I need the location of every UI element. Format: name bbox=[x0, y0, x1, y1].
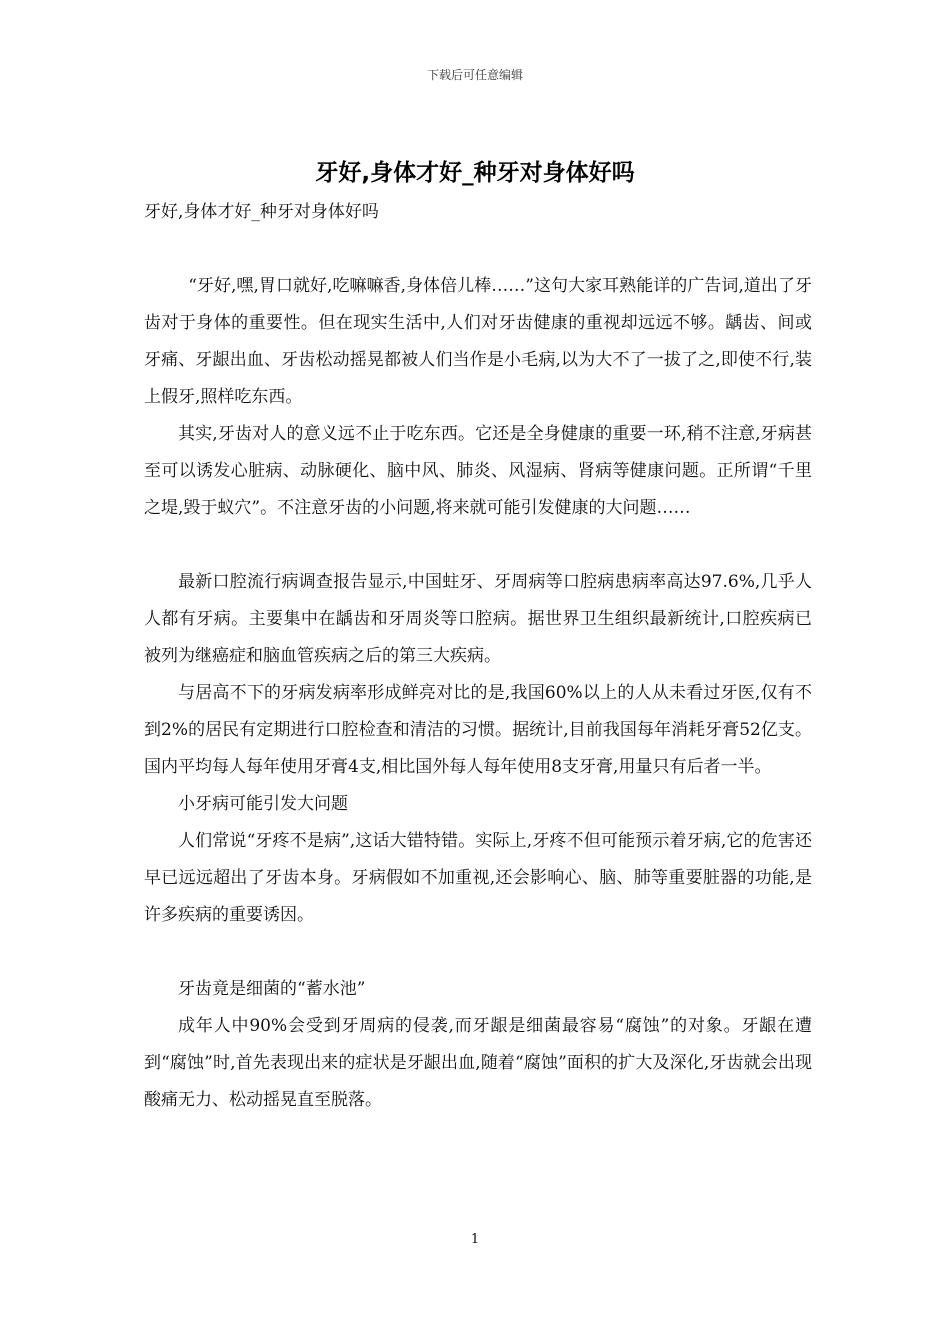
paragraph-toothache: 人们常说“牙疼不是病”,这话大错特错。实际上,牙疼不但可能预示着牙病,它的危害还早已远远超出了牙齿本身。牙病假如不加重视,还会影响心、脑、肺等重要脏器的功能,是许多疾病的重要诱因。 bbox=[144, 831, 812, 925]
document-subtitle: 牙好,身体才好_种牙对身体好吗 bbox=[144, 202, 379, 222]
page-number: 1 bbox=[470, 1232, 480, 1247]
section-heading-bacteria: 牙齿竟是细菌的“蓄水池” bbox=[178, 979, 366, 999]
page-header: 下载后可任意编辑 bbox=[426, 68, 523, 82]
paragraph-significance: 其实,牙齿对人的意义远不止于吃东西。它还是全身健康的重要一环,稍不注意,牙病甚至可以诱发心脏病、动脉硬化、脑中风、肺炎、风湿病、肾病等健康问题。正所谓“千里之堤,毁于蚁穴”。不注意牙齿的小问题,将来就可能引发健康的大问题…… bbox=[144, 424, 812, 518]
paragraph-spacer bbox=[144, 934, 812, 971]
paragraph-intro: “牙好,嘿,胃口就好,吃嘛嘛香,身体倍儿棒……”这句大家耳熟能详的广告词,道出了牙齿对于身体的重要性。但在现实生活中,人们对牙齿健康的重视却远远不够。龋齿、间或牙痛、牙龈出血、牙齿松动摇晃都被人们当作是小毛病,以为大不了一拔了之,即使不行,装上假牙,照样吃东西。 bbox=[144, 276, 812, 407]
paragraph-spacer bbox=[144, 527, 812, 564]
paragraph-survey: 最新口腔流行病调查报告显示,中国蛀牙、牙周病等口腔病患病率高达97.6%,几乎人人都有牙病。主要集中在龋齿和牙周炎等口腔病。据世界卫生组织最新统计,口腔疾病已被列为继癌症和脑血管疾病之后的第三大疾病。 bbox=[144, 572, 812, 666]
document-title: 牙好,身体才好_种牙对身体好吗 bbox=[315, 160, 635, 186]
paragraph-gums: 成年人中90%会受到牙周病的侵袭,而牙龈是细菌最容易“腐蚀”的对象。牙龈在遭到“腐蚀”时,首先表现出来的症状是牙龈出血,随着“腐蚀”面积的扩大及深化,牙齿就会出现酸痛无力、松动摇晃直至脱落。 bbox=[144, 1016, 812, 1110]
document-body bbox=[144, 268, 812, 1119]
paragraph-statistics: 与居高不下的牙病发病率形成鲜亮对比的是,我国60%以上的人从未看过牙医,仅有不到2%的居民有定期进行口腔检查和清洁的习惯。据统计,目前我国每年消耗牙膏52亿支。国内平均每人每年使用牙膏4支,相比国外每人每年使用8支牙膏,用量只有后者一半。 bbox=[144, 683, 812, 777]
section-heading-small-problems: 小牙病可能引发大问题 bbox=[178, 794, 348, 814]
